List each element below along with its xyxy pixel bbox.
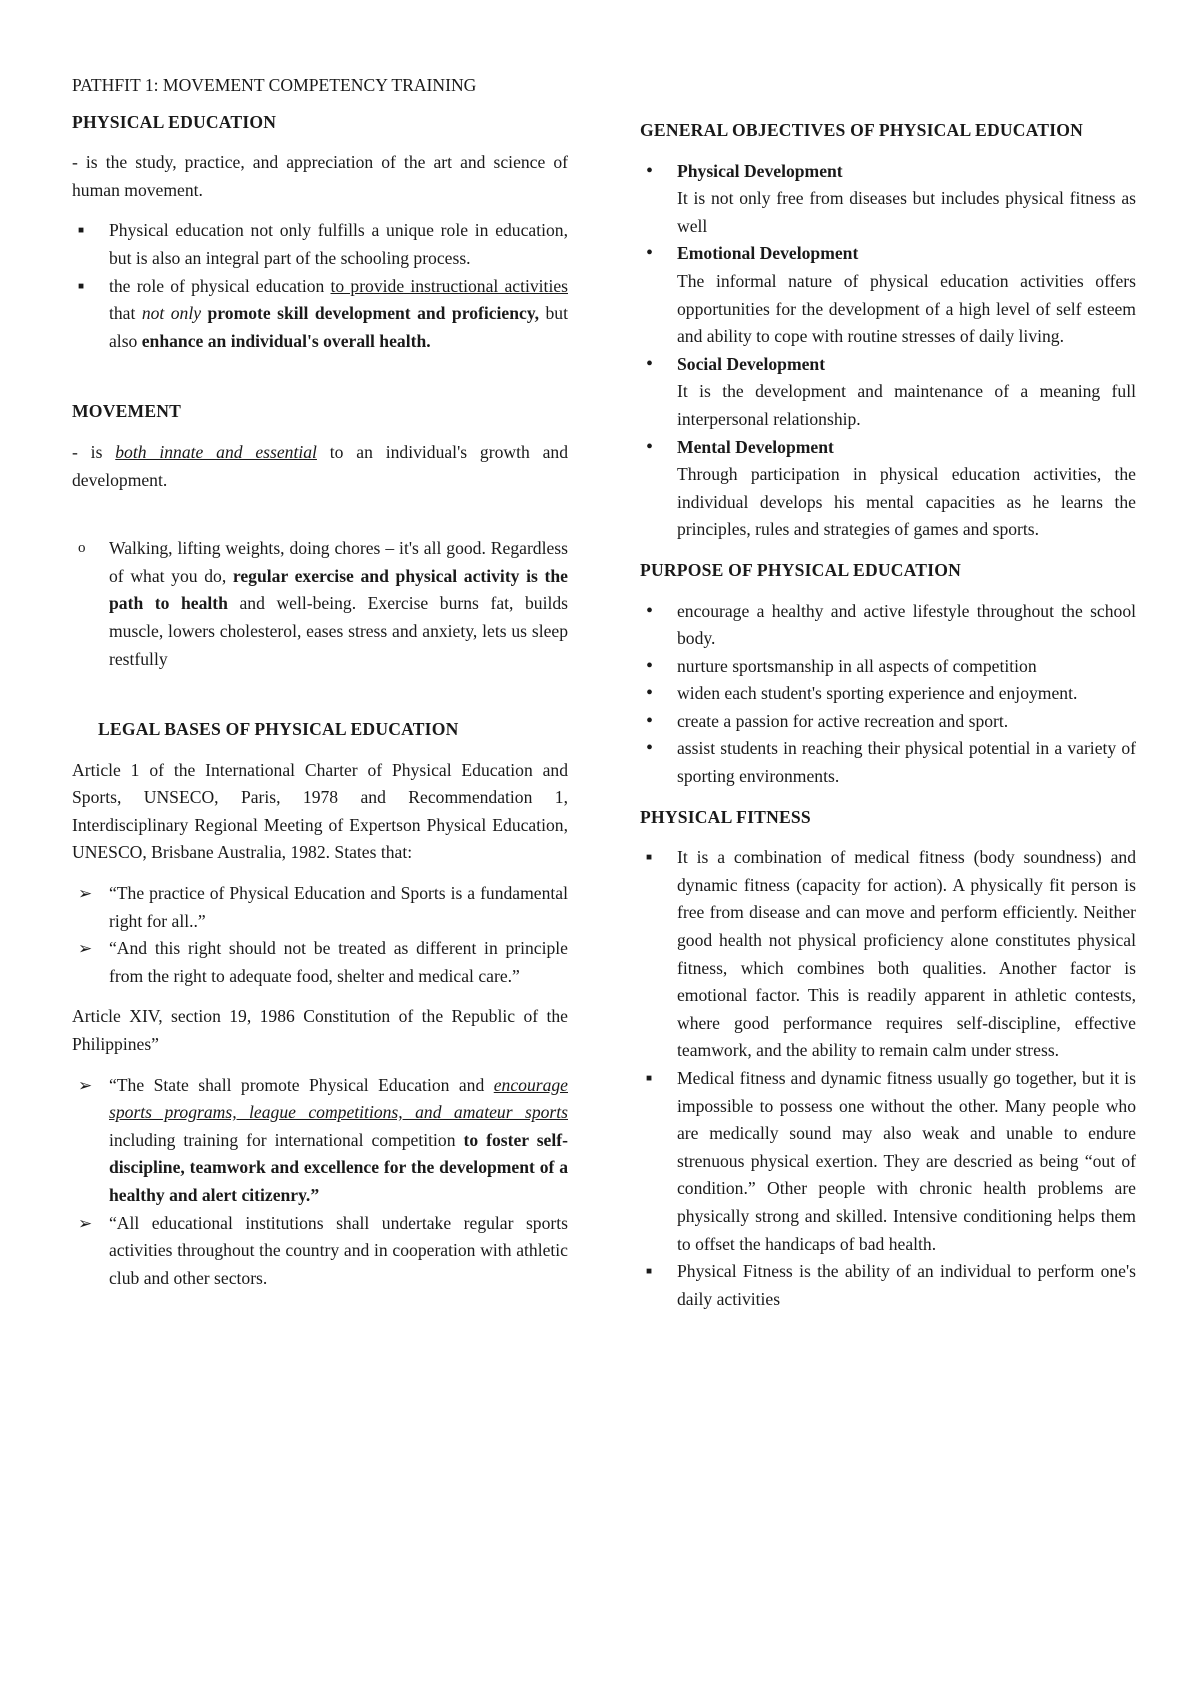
arrow-bullet-icon: ➢ [78,884,93,904]
list-item: • Social Development It is the development and maintenance of a meaning full interpersonal relationship. [646,352,1136,429]
purpose-list [640,598,1136,791]
list-item: ➢ “The State shall promote Physical Education and encourage sports programs, league competitions, and amateur sports including training for international competition to foster self-discipline, teamwork and excellence for the development of a healthy and alert citizenry.” [72,1072,568,1210]
legal-paragraph-1: Article 1 of the International Charter of Physical Education and Sports, UNSECO, Paris, 1978 and Recommendation 1, Interdisciplinary Regional Meeting of Expertson Physical Education, UNESCO, Brisbane Australia, 1982. States that: [72,759,568,863]
left-column [72,72,568,1305]
list-item: • nurture sportsmanship in all aspects of competition [640,653,1136,681]
legal-paragraph-2: Article XIV, section 19, 1986 Constitution of the Republic of the Philippines” [72,1006,568,1055]
section-heading-movement: MOVEMENT [72,401,182,422]
movement-definition: - is both innate and essential to an individual's growth and development. [72,441,568,490]
pe-list [72,217,568,355]
circle-bullet-icon: o [78,540,86,557]
section-heading-purpose: PURPOSE OF PHYSICAL EDUCATION [640,559,962,580]
legal-quotes-1 [72,880,568,990]
section-heading-physical-education: PHYSICAL EDUCATION [72,111,277,132]
right-column [640,117,1136,1326]
objectives-list [640,158,1136,544]
section-heading-physical-fitness: PHYSICAL FITNESS [640,806,811,827]
square-bullet-icon: ■ [646,852,653,864]
list-item: ➢ “The practice of Physical Education and Sports is a fundamental right for all..” [72,880,568,935]
list-item: ■ Physical Fitness is the ability of an individual to perform one's daily activities [640,1258,1136,1313]
list-item: ➢ “All educational institutions shall undertake regular sports activities throughout the country and in cooperation with athletic club and other sectors. [72,1210,568,1293]
list-item: ■ Physical education not only fulfills a unique role in education, but is also an integral part of the schooling process. [72,217,568,272]
square-bullet-icon: ■ [78,225,85,237]
section-heading-legal-bases: LEGAL BASES OF PHYSICAL EDUCATION [98,719,459,740]
list-item: • Emotional Development The informal nature of physical education activities offers opportunities for the development of a high level of self esteem and ability to cope with routine stresses of daily living. [646,242,1136,347]
document-title: PATHFIT 1: MOVEMENT COMPETENCY TRAINING [72,75,477,95]
section-heading-general-objectives: GENERAL OBJECTIVES OF PHYSICAL EDUCATION [640,120,1084,140]
legal-quotes-2 [72,1072,568,1293]
square-bullet-icon: ■ [646,1266,653,1278]
round-bullet-icon: • [646,737,654,760]
round-bullet-icon: • [646,682,654,705]
round-bullet-icon: • [646,242,654,265]
round-bullet-icon: • [646,159,654,182]
list-item: • assist students in reaching their physical potential in a variety of sporting environments. [646,737,1136,787]
list-item: • encourage a healthy and active lifestyle throughout the school body. [646,599,1136,649]
round-bullet-icon: • [646,709,654,732]
square-bullet-icon: ■ [646,1073,653,1084]
movement-list [72,535,568,673]
list-item: ■ Medical fitness and dynamic fitness usually go together, but it is impossible to possess one without the other. Many people who are medically sound may also weak and unable to endure strenuous physical exertion. They are descried as being “out of condition.” Other people with chronic health problems are physically strong and skilled. Intensive conditioning helps them to offset the handicaps of bad health. [640,1065,1136,1258]
round-bullet-icon: • [646,654,654,677]
round-bullet-icon: • [646,352,654,375]
arrow-bullet-icon: ➢ [78,939,93,959]
list-item: ■ It is a combination of medical fitness (body soundness) and dynamic fitness (capacity for action). A physically fit person is free from disease and can move and perform efficiently. Neither good health not physical proficiency alone constitutes physical fitness, which combines both qualities. Another factor is emotional factor. This is readily apparent in athletic contests, where good performance requires self-discipline, effective teamwork, and the ability to remain calm under stress. [640,844,1136,1065]
fitness-list [640,844,1136,1313]
list-item: o Walking, lifting weights, doing chores – it's all good. Regardless of what you do, regular exercise and physical activity is the path to health and well-being. Exercise burns fat, builds muscle, lowers cholesterol, eases stress and anxiety, lets us sleep restfully [72,535,568,673]
arrow-bullet-icon: ➢ [78,1075,93,1095]
square-bullet-icon: ■ [78,280,85,292]
list-item: • Mental Development Through participation in physical education activities, the individual develops his mental capacities as he learns the principles, rules and strategies of games and sports. [646,435,1136,540]
pe-definition: - is the study, practice, and appreciation of the art and science of human movement. [72,152,568,200]
arrow-bullet-icon: ➢ [78,1213,93,1233]
round-bullet-icon: • [646,599,654,622]
round-bullet-icon: • [646,435,654,458]
list-item: ➢ “And this right should not be treated as different in principle from the right to adequate food, shelter and medical care.” [72,935,568,990]
list-item: • create a passion for active recreation and sport. [640,708,1136,736]
list-item: • widen each student's sporting experience and enjoyment. [640,680,1136,708]
list-item: ■ the role of physical education to provide instructional activities that not only promote skill development and proficiency, but also enhance an individual's overall health. [72,273,568,356]
list-item: • Physical Development It is not only free from diseases but includes physical fitness as well [646,159,1136,236]
